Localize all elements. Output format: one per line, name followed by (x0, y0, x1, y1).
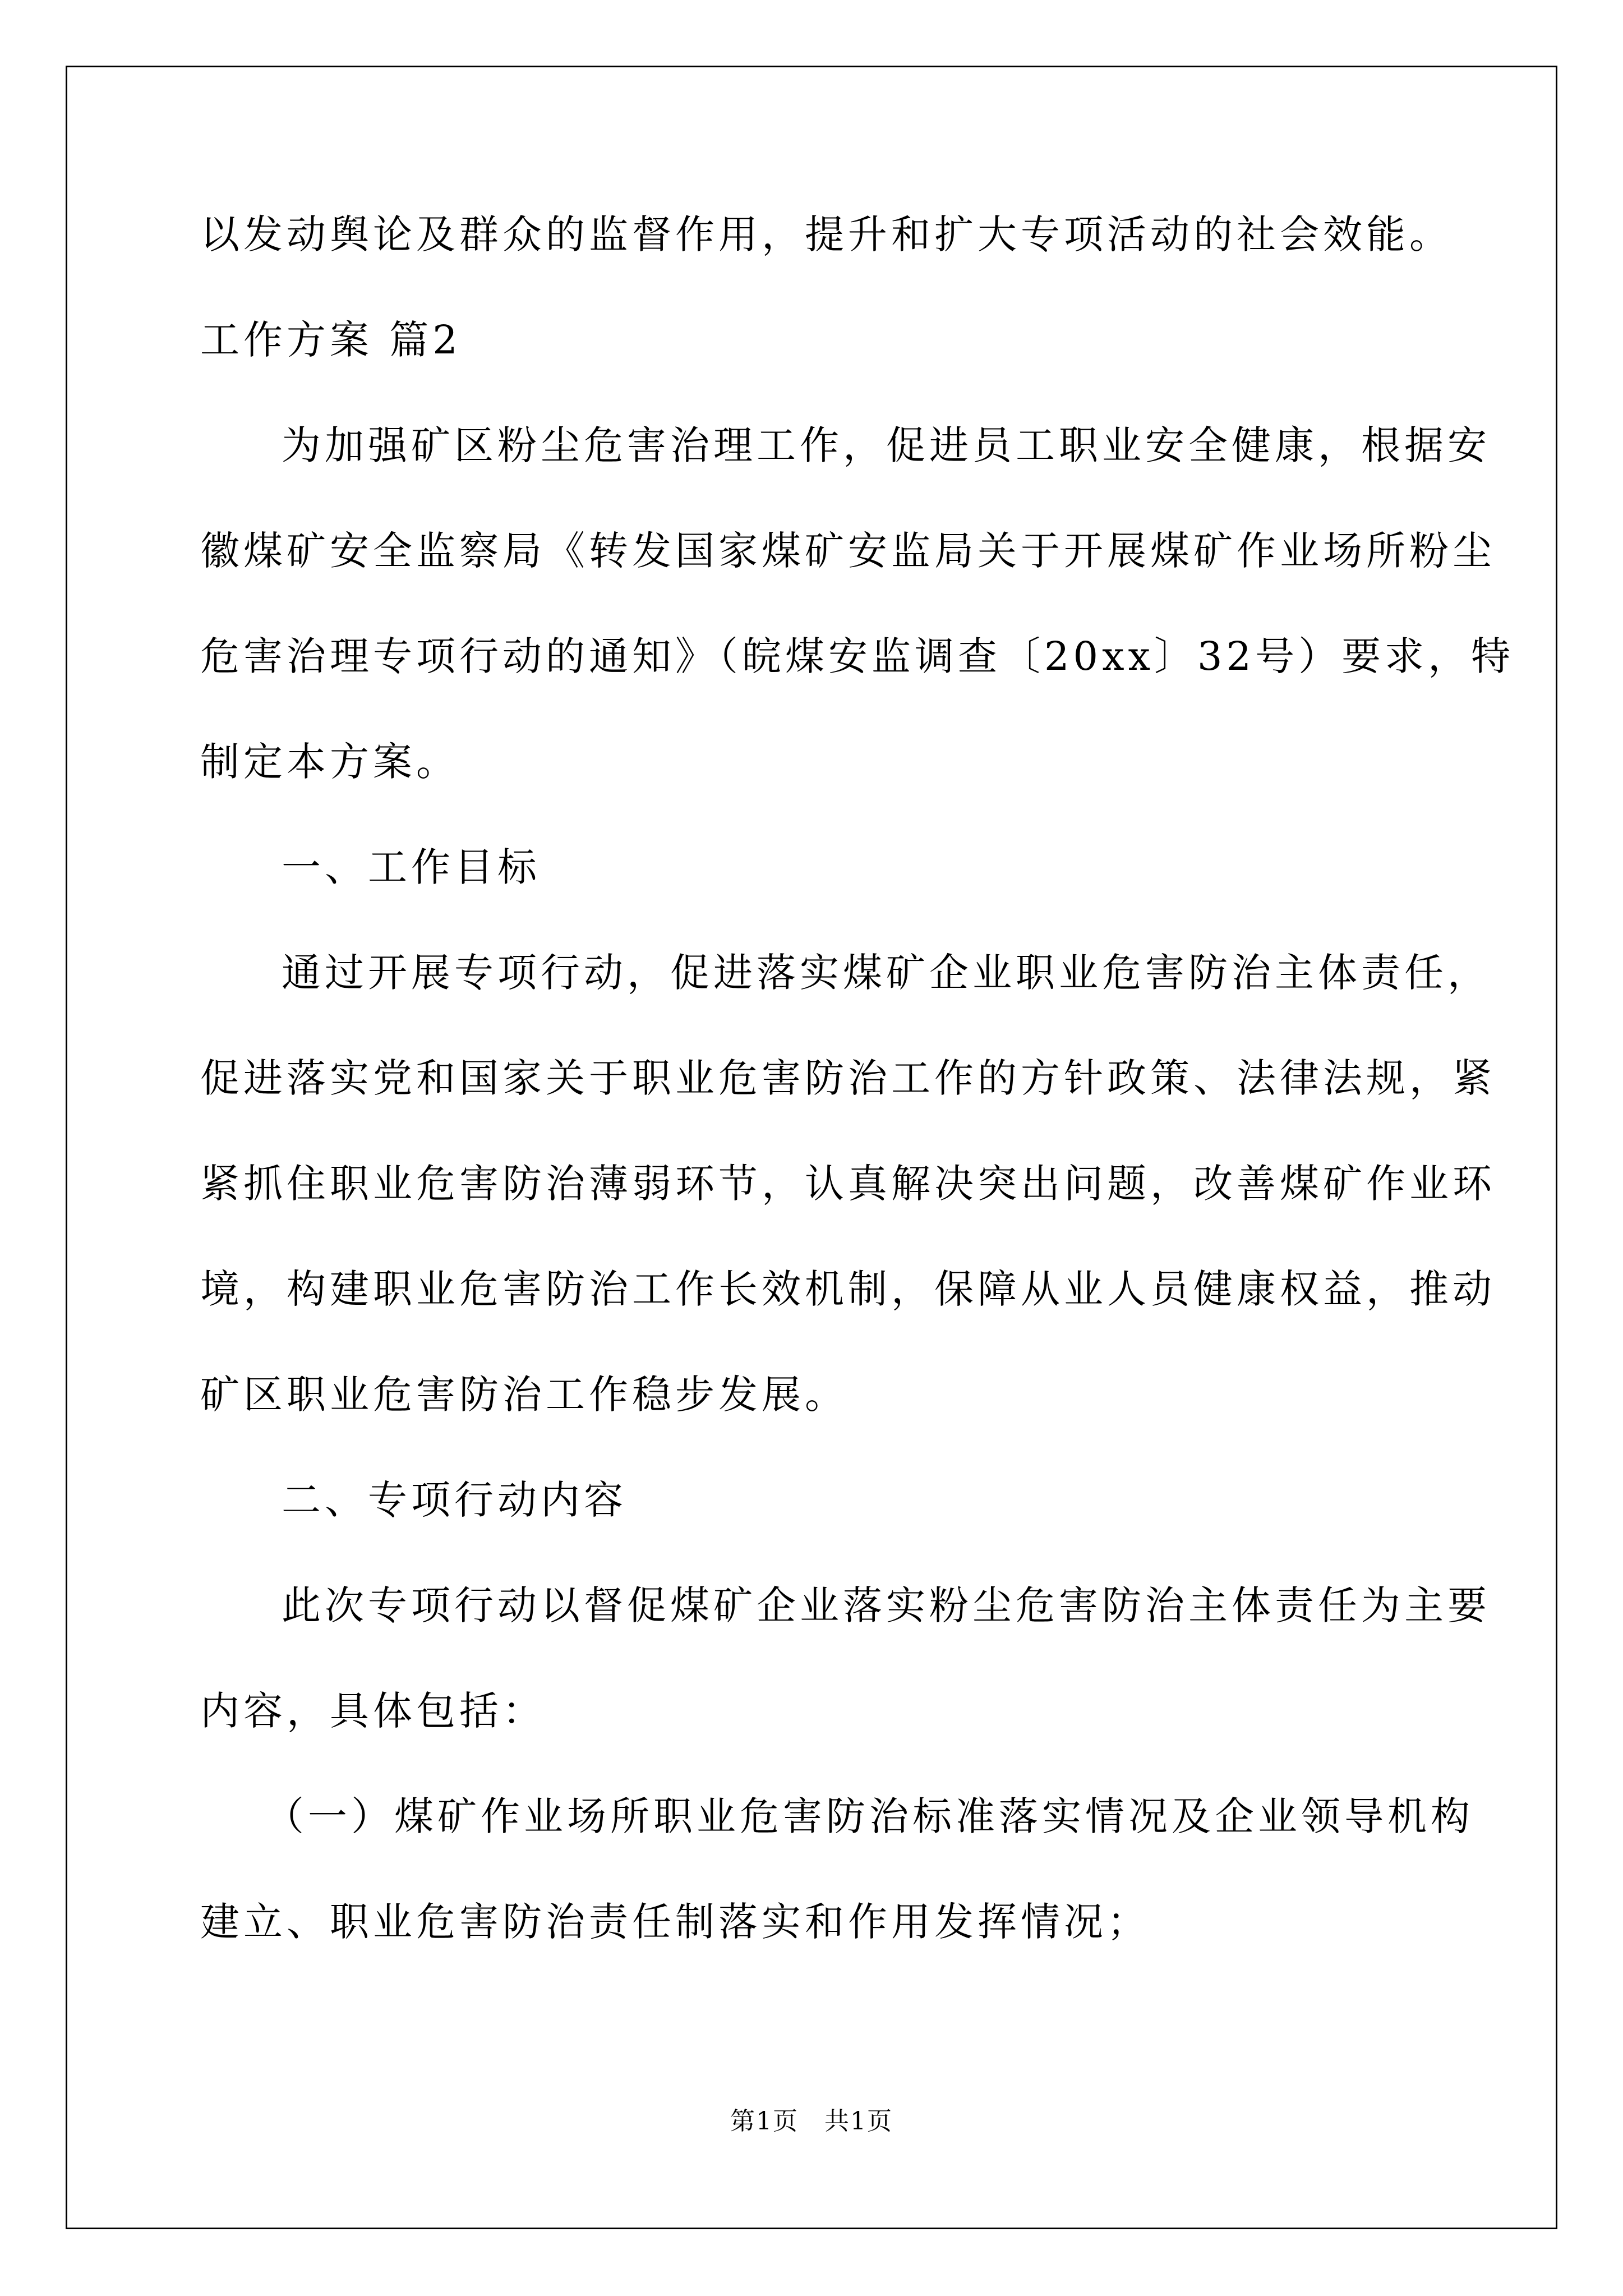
paragraph-line: 通过开展专项行动，促进落实煤矿企业职业危害防治主体责任， (282, 950, 1491, 996)
subheading-goals: 一、工作目标 (282, 844, 541, 890)
subheading-content: 二、专项行动内容 (282, 1477, 627, 1523)
document-body (200, 208, 1515, 2000)
paragraph-line: 境，构建职业危害防治工作长效机制，保障从业人员健康权益，推动 (200, 1266, 1496, 1312)
paragraph-line: 危害治理专项行动的通知》（皖煤安监调查〔20xx〕32号）要求，特 (200, 633, 1515, 679)
paragraph-line: 促进落实党和国家关于职业危害防治工作的方针政策、法律法规，紧 (200, 1055, 1496, 1101)
list-item-line: （一）煤矿作业场所职业危害防治标准落实情况及企业领导机构 (265, 1793, 1474, 1839)
paragraph-line: 内容，具体包括： (200, 1688, 546, 1734)
paragraph-line: 此次专项行动以督促煤矿企业落实粉尘危害防治主体责任为主要 (282, 1582, 1491, 1628)
paragraph-line: 制定本方案。 (200, 739, 459, 785)
paragraph-line: 紧抓住职业危害防治薄弱环节，认真解决突出问题，改善煤矿作业环 (200, 1161, 1496, 1207)
list-item-line: 建立、职业危害防治责任制落实和作用发挥情况； (200, 1899, 1150, 1945)
paragraph-line: 为加强矿区粉尘危害治理工作，促进员工职业安全健康，根据安 (282, 422, 1491, 468)
paragraph-line: 徽煤矿安全监察局《转发国家煤矿安监局关于开展煤矿作业场所粉尘 (200, 528, 1496, 574)
page-number: 第1页 共1页 (730, 2107, 893, 2136)
paragraph-line: 矿区职业危害防治工作稳步发展。 (200, 1372, 848, 1418)
paragraph-line: 以发动舆论及群众的监督作用，提升和扩大专项活动的社会效能。 (200, 211, 1453, 257)
section-heading: 工作方案 篇2 (200, 317, 462, 363)
